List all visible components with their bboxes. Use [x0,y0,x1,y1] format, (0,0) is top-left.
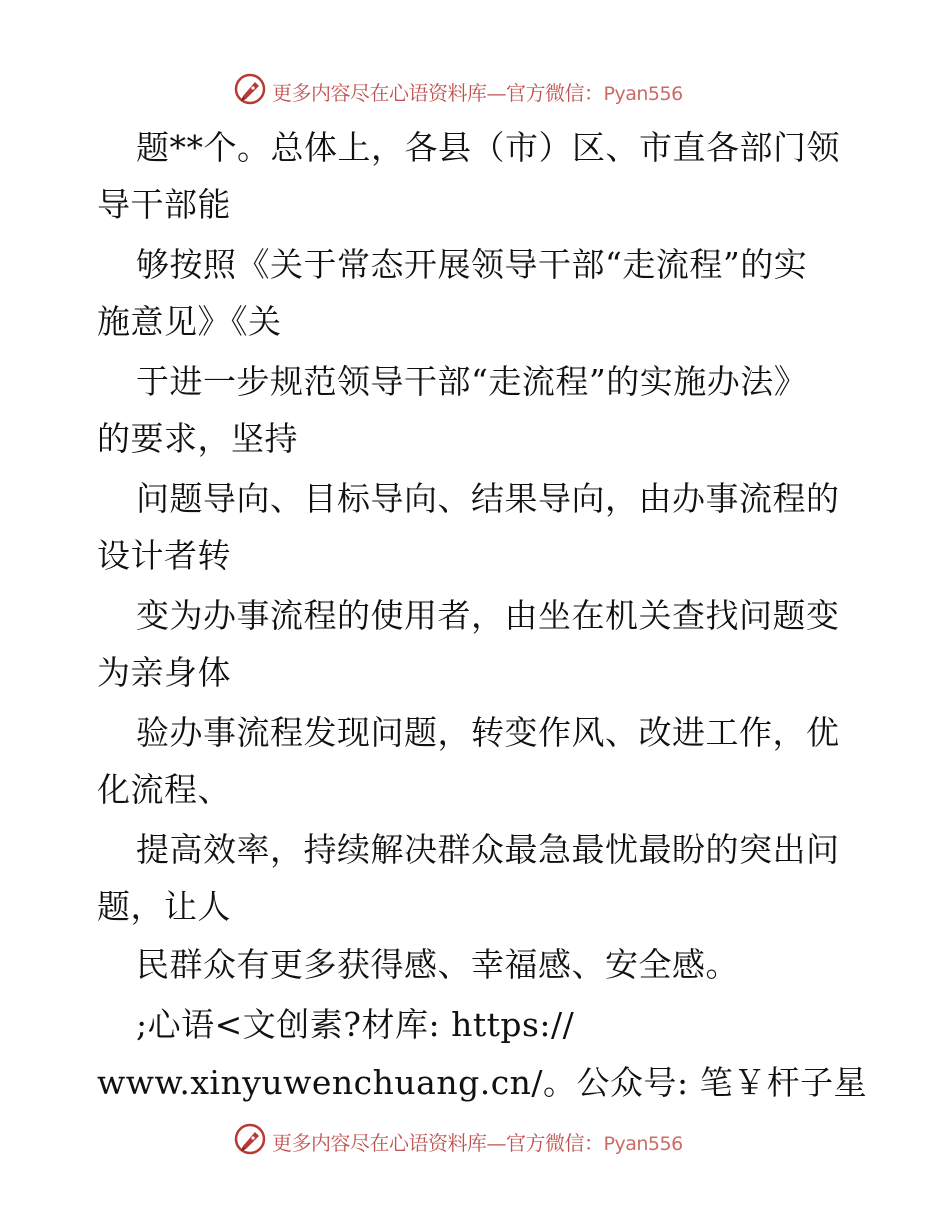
banner-slogan: 更多内容尽在心语资料库—官方微信： [272,81,604,105]
paragraph-line: 导干部能 [97,185,231,224]
banner-wechat-handle: Pyan556 [603,83,683,105]
paragraph-line: 提高效率，持续解决群众最急最忧最盼的突出问 [136,830,840,869]
paragraph-line: 问题导向、目标导向、结果导向，由办事流程的 [136,479,840,518]
banner-wechat-handle: Pyan556 [603,1133,683,1155]
pen-nib-logo-icon [233,1122,267,1156]
paragraph-line: 的要求，坚持 [97,419,298,458]
paragraph-line: 变为办事流程的使用者，由坐在机关查找问题变 [136,596,840,635]
paragraph-line: 够按照《关于常态开展领导干部“走流程”的实 [136,245,808,284]
paragraph-line: 化流程、 [97,770,231,809]
banner-text [272,77,683,106]
header-banner [0,70,950,110]
paragraph-line: 设计者转 [97,536,231,575]
footer-banner [0,1120,950,1160]
paragraph-line: 验办事流程发现问题，转变作风、改进工作，优 [136,713,840,752]
source-url-line: www.xinyuwenchuang.cn/。公众号: 笔￥杆子星 [97,1063,868,1102]
paragraph-line: 施意见》《关 [97,302,282,341]
paragraph-line: 题，让人 [97,887,231,926]
paragraph-line: 题**个。总体上，各县（市）区、市直各部门领 [136,128,840,167]
paragraph-line: 为亲身体 [97,653,231,692]
source-line: ;心语<文创素?材库: https:// [136,1005,575,1044]
pen-nib-logo-icon [233,72,267,106]
paragraph-line: 民群众有更多获得感、幸福感、安全感。 [136,945,739,984]
banner-text [272,1127,683,1156]
banner-slogan: 更多内容尽在心语资料库—官方微信： [272,1131,604,1155]
paragraph-line: 于进一步规范领导干部“走流程”的实施办法》 [136,362,808,401]
